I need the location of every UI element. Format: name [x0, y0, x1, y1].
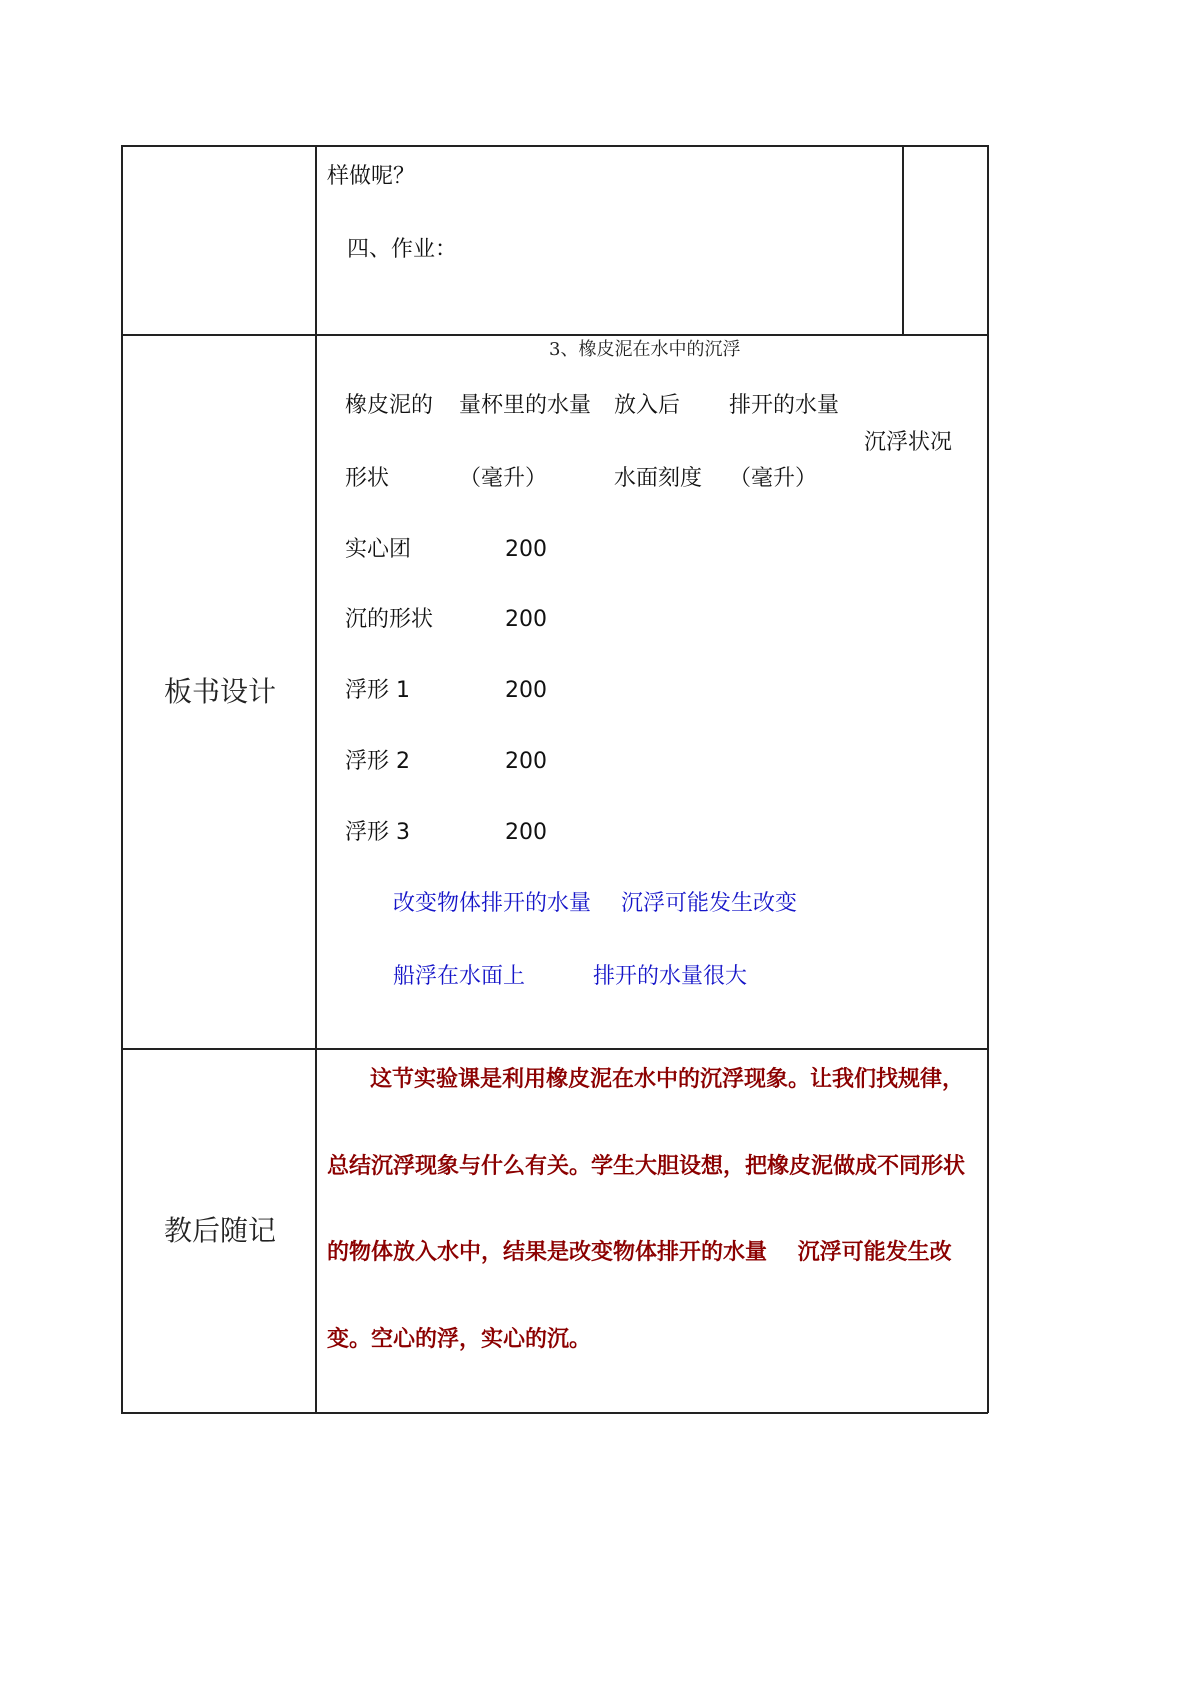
row-water: 200 — [505, 820, 547, 845]
reflection-line-4: 变。空心的浮，实心的沉。 — [327, 1327, 592, 1352]
reflection-label: 教后随记 — [164, 1214, 277, 1247]
header-displaced-bottom: （毫升） — [729, 466, 818, 491]
row-shape: 浮形 1 — [345, 678, 410, 703]
table-border-bottom — [121, 1412, 988, 1414]
table-column-divider — [315, 145, 317, 1413]
homework-heading: 四、作业： — [347, 237, 458, 262]
conclusion-1a: 改变物体排开的水量 — [393, 891, 592, 916]
table-border-right — [987, 145, 989, 1413]
reflection-line-1: 这节实验课是利用橡皮泥在水中的沉浮现象。让我们找规律， — [370, 1067, 965, 1092]
table-border-left — [121, 145, 123, 1413]
reflection-line-2: 总结沉浮现象与什么有关。学生大胆设想，把橡皮泥做成不同形状 — [327, 1154, 966, 1179]
header-shape-bottom: 形状 — [345, 466, 390, 491]
table-border-top — [121, 145, 988, 147]
row-water: 200 — [505, 537, 547, 562]
top-row-line1: 样做呢？ — [327, 164, 416, 189]
table-divider-row1 — [121, 334, 988, 336]
row-water: 200 — [505, 607, 547, 632]
board-design-title: 3、橡皮泥在水中的沉浮 — [549, 339, 741, 360]
conclusion-2a: 船浮在水面上 — [393, 964, 526, 989]
row-water: 200 — [505, 678, 547, 703]
header-shape-top: 橡皮泥的 — [345, 393, 434, 418]
header-after-top: 放入后 — [614, 393, 681, 418]
header-water-top: 量杯里的水量 — [459, 393, 592, 418]
board-design-label: 板书设计 — [164, 675, 277, 708]
row-shape: 沉的形状 — [345, 607, 434, 632]
row-shape: 实心团 — [345, 537, 412, 562]
row-shape: 浮形 3 — [345, 820, 410, 845]
header-displaced-top: 排开的水量 — [729, 393, 840, 418]
header-status: 沉浮状况 — [864, 430, 953, 455]
header-after-bottom: 水面刻度 — [614, 466, 703, 491]
row-shape: 浮形 2 — [345, 749, 410, 774]
reflection-line-3: 的物体放入水中，结果是改变物体排开的水量 沉浮可能发生改 — [327, 1240, 952, 1265]
table-divider-row2 — [121, 1048, 988, 1050]
header-water-bottom: （毫升） — [459, 466, 548, 491]
conclusion-1b: 沉浮可能发生改变 — [621, 891, 798, 916]
conclusion-2b: 排开的水量很大 — [593, 964, 748, 989]
row-water: 200 — [505, 749, 547, 774]
table-narrow-column-divider — [902, 145, 904, 335]
